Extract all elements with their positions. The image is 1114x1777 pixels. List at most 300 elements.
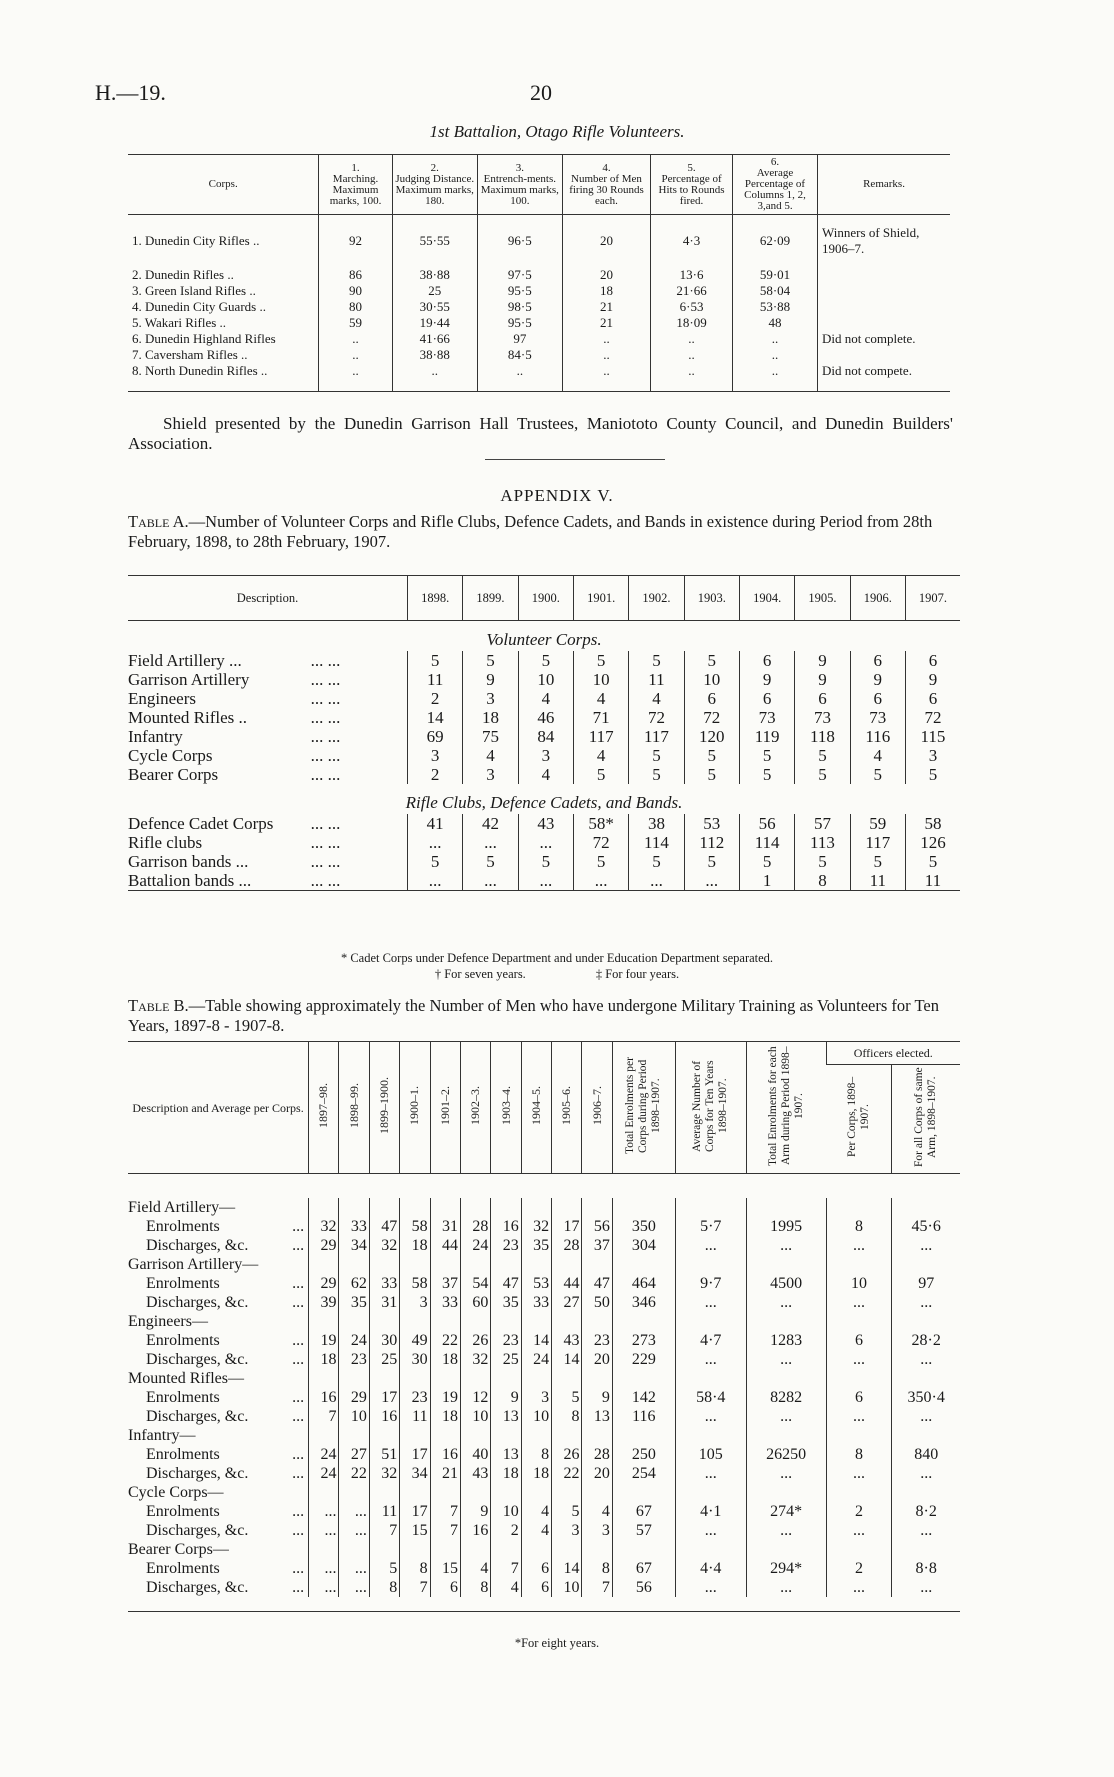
t1-col-label: Average Percentage of Columns 1, 2, 3,and 5. [744, 167, 806, 212]
tB-row-leader: ... [292, 1465, 305, 1482]
tA-cell: 43 [518, 814, 573, 833]
tA-cell: 5 [408, 852, 463, 871]
table-row [128, 1274, 960, 1293]
tB-cell-avg: ... [675, 1293, 746, 1312]
tA-cell: 117 [629, 727, 684, 746]
t1-cell-corps: 8. North Dunedin Rifles .. [132, 363, 268, 378]
tA-year-header: 1903. [684, 576, 739, 621]
tB-cell-total: 116 [612, 1407, 675, 1426]
tB-empty-cell [521, 1483, 551, 1502]
tA-cell: 59 [850, 814, 905, 833]
tB-empty-cell [309, 1426, 339, 1445]
tB-empty-cell [826, 1255, 892, 1274]
tB-cell: 62 [339, 1274, 369, 1293]
tB-cell-per: 6 [826, 1331, 892, 1350]
tB-cell: 6 [521, 1578, 551, 1597]
tB-empty-cell [552, 1369, 582, 1388]
tA-cell: 1 [739, 871, 794, 891]
t1-cell-c2: 19·44 [392, 315, 477, 331]
tA-cell: 5 [739, 765, 794, 784]
tA-cell: 73 [850, 708, 905, 727]
tA-cell: 5 [573, 651, 628, 670]
tB-empty-cell [521, 1369, 551, 1388]
tB-cell: 32 [369, 1464, 399, 1483]
tB-cell-per: 2 [826, 1559, 892, 1578]
tB-row-label [128, 1578, 309, 1597]
tB-empty-cell [521, 1312, 551, 1331]
table-row [128, 1559, 960, 1578]
tB-row-label [128, 1559, 309, 1578]
tA-row-leader: ... ... [310, 871, 341, 890]
t1-cell-corps: 5. Wakari Rifles .. [132, 315, 227, 330]
tB-empty-cell [746, 1483, 826, 1502]
tB-row-leader: ... [292, 1408, 305, 1425]
tB-cell: 33 [521, 1293, 551, 1312]
tA-section-row [128, 621, 960, 652]
tA-cell: 5 [463, 651, 518, 670]
tA-cell: ... [518, 871, 573, 891]
tA-cell: 9 [850, 670, 905, 689]
table-row [128, 1236, 960, 1255]
tB-row-leader: ... [292, 1446, 305, 1463]
tB-cell: 3 [400, 1293, 430, 1312]
tB-cell-total: 229 [612, 1350, 675, 1369]
tB-cell: 14 [552, 1559, 582, 1578]
tB-row-label-text: Enrolments [146, 1503, 220, 1520]
t1-cell-c6: 53·88 [732, 299, 817, 315]
tB-cell-avg: ... [675, 1464, 746, 1483]
t1-col-label: Judging Distance. Maximum marks, 180. [395, 172, 475, 207]
tB-cell: 3 [582, 1521, 612, 1540]
tB-cell: 7 [369, 1521, 399, 1540]
table-row [128, 257, 950, 283]
tB-cell: 28 [460, 1217, 490, 1236]
tB-cell-arm: 294* [746, 1559, 826, 1578]
table-row [128, 852, 960, 871]
tB-empty-cell [430, 1312, 460, 1331]
table-row [128, 1464, 960, 1483]
tB-cell: 25 [369, 1350, 399, 1369]
tB-cell: 58 [400, 1274, 430, 1293]
tA-cell: 5 [739, 746, 794, 765]
tB-cell: 15 [430, 1559, 460, 1578]
tB-cell-total: 67 [612, 1559, 675, 1578]
t1-cell-c3: 96·5 [477, 215, 562, 258]
tB-empty-cell [582, 1483, 612, 1502]
tB-year-header [369, 1042, 399, 1174]
tableB-title: —Table showing approximately the Number of Men who have undergone Military Training as Volunteers for Ten Years, 1897-8 - 1907-8. [128, 996, 939, 1035]
tA-cell: 72 [684, 708, 739, 727]
tA-cell: 117 [850, 833, 905, 852]
tB-cell: 23 [491, 1236, 521, 1255]
tB-cell: 31 [369, 1293, 399, 1312]
tB-cell: 7 [430, 1521, 460, 1540]
tB-cell: 20 [582, 1464, 612, 1483]
tB-year-label: 1905–6. [559, 1086, 574, 1125]
t1-cell-c2: 55·55 [392, 215, 477, 258]
tA-cell: 5 [850, 765, 905, 784]
tA-cell: 5 [573, 852, 628, 871]
tB-empty-cell [339, 1255, 369, 1274]
tB-cell: 7 [582, 1578, 612, 1597]
tA-row-leader: ... ... [310, 765, 341, 784]
tA-cell: 6 [905, 689, 960, 708]
tB-cell: 39 [309, 1293, 339, 1312]
tB-empty-cell [892, 1312, 960, 1331]
tA-cell: 46 [518, 708, 573, 727]
tB-cell: 5 [369, 1559, 399, 1578]
tB-cell-total: 273 [612, 1331, 675, 1350]
tB-empty-cell [612, 1198, 675, 1217]
tB-cell: 3 [552, 1521, 582, 1540]
tB-cell: 17 [552, 1217, 582, 1236]
tB-empty-cell [460, 1255, 490, 1274]
tA-section-title: Rifle Clubs, Defence Cadets, and Bands. [405, 792, 683, 812]
tB-empty-cell [612, 1540, 675, 1559]
tA-cell: 5 [795, 765, 850, 784]
table-row [128, 1521, 960, 1540]
t1-col-header [818, 155, 950, 215]
tA-cell: 5 [850, 852, 905, 871]
tB-cell-all: ... [892, 1578, 960, 1597]
tB-cell: ... [339, 1502, 369, 1521]
tB-empty-cell [309, 1483, 339, 1502]
tB-cell-total: 67 [612, 1502, 675, 1521]
tB-empty-cell [491, 1426, 521, 1445]
t1-cell-c2: 38·88 [392, 257, 477, 283]
tA-cell: 5 [518, 651, 573, 670]
tA-cell: 56 [739, 814, 794, 833]
tB-cell: 32 [369, 1236, 399, 1255]
t1-cell-c3: .. [477, 363, 562, 392]
table1-title: 1st Battalion, Otago Rifle Volunteers. [429, 122, 685, 141]
t1-col-num: 3. [515, 161, 524, 174]
tB-col-all-corps-label: For all Corps of same Arm, 1898–1907. [913, 1067, 939, 1167]
tB-cell: 23 [339, 1350, 369, 1369]
tA-cell: 9 [905, 670, 960, 689]
tB-row-leader: ... [292, 1351, 305, 1368]
tB-cell-avg: 9·7 [675, 1274, 746, 1293]
tB-empty-cell [746, 1426, 826, 1445]
tB-empty-cell [612, 1369, 675, 1388]
tB-cell: 32 [460, 1350, 490, 1369]
t1-cell-c4: 21 [562, 315, 650, 331]
tB-year-label: 1900–1. [407, 1086, 422, 1125]
tableA-footnote-1: * Cadet Corps under Defence Department and under Education Department separated. [340, 951, 774, 965]
tB-col-total-header [612, 1042, 675, 1174]
t1-col-num: 6. [770, 156, 780, 168]
tA-row-label: Battalion bands ... [128, 871, 252, 890]
tB-empty-cell [521, 1426, 551, 1445]
t1-col-header [128, 155, 319, 215]
t1-cell-c2: 38·88 [392, 347, 477, 363]
tA-cell: 75 [463, 727, 518, 746]
tB-cell: 18 [491, 1464, 521, 1483]
t1-col-num: 5. [687, 161, 696, 174]
tB-row-label [128, 1521, 309, 1540]
tB-year-label: 1898–99. [346, 1083, 361, 1128]
tB-cell: 17 [400, 1502, 430, 1521]
tB-empty-cell [582, 1369, 612, 1388]
t1-cell-c4: .. [562, 347, 650, 363]
tB-cell: 8 [582, 1559, 612, 1578]
tB-row-label-text: Discharges, &c. [146, 1465, 249, 1482]
table-row [128, 670, 960, 689]
tA-cell: 5 [629, 651, 684, 670]
tB-cell-per: ... [826, 1350, 892, 1369]
tB-empty-cell [369, 1540, 399, 1559]
tB-empty-cell [400, 1483, 430, 1502]
t1-cell-c3: 97 [477, 331, 562, 347]
tB-cell: 9 [460, 1502, 490, 1521]
tB-row-label [128, 1331, 309, 1350]
t1-cell-c1: .. [319, 347, 392, 363]
tB-cell: 18 [430, 1350, 460, 1369]
tableA-footnote-3: ‡ For four years. [595, 967, 680, 981]
tB-row-leader: ... [292, 1579, 305, 1596]
tB-year-label: 1903–4. [498, 1086, 513, 1125]
tB-empty-cell [582, 1255, 612, 1274]
tB-cell-total: 350 [612, 1217, 675, 1236]
tA-cell: 58* [573, 814, 628, 833]
tB-cell: 33 [369, 1274, 399, 1293]
table-row [128, 765, 960, 784]
table-row [128, 283, 950, 299]
tB-empty-cell [675, 1540, 746, 1559]
table-row [128, 1217, 960, 1236]
tB-year-header [339, 1042, 369, 1174]
tB-cell-all: 28·2 [892, 1331, 960, 1350]
tB-row-leader: ... [292, 1332, 305, 1349]
tB-cell-per: ... [826, 1293, 892, 1312]
t1-cell-c3: 97·5 [477, 257, 562, 283]
tB-cell: 33 [430, 1293, 460, 1312]
tA-year-header: 1905. [795, 576, 850, 621]
tB-empty-cell [400, 1312, 430, 1331]
tB-empty-cell [491, 1198, 521, 1217]
tB-cell-arm: ... [746, 1407, 826, 1426]
tB-empty-cell [675, 1369, 746, 1388]
tB-cell: 40 [460, 1445, 490, 1464]
tA-cell: 57 [795, 814, 850, 833]
tB-cell-total: 304 [612, 1236, 675, 1255]
tB-cell: 54 [460, 1274, 490, 1293]
tA-row-leader: ... ... [310, 746, 341, 765]
tB-col-avg-header [675, 1042, 746, 1174]
tA-row-label: Garrison Artillery [128, 670, 250, 689]
tB-cell-total: 56 [612, 1578, 675, 1597]
tB-row-label-text: Enrolments [146, 1332, 220, 1349]
tA-row-label: Bearer Corps [128, 765, 219, 784]
tB-empty-cell [339, 1369, 369, 1388]
tB-empty-cell [460, 1369, 490, 1388]
table-row [128, 651, 960, 670]
tA-cell: 6 [684, 689, 739, 708]
tB-cell: 16 [430, 1445, 460, 1464]
tB-empty-cell [491, 1540, 521, 1559]
tB-col-total-label: Total Enrolments per Corps during Period 1898–1907. [624, 1057, 663, 1154]
tB-cell: ... [339, 1521, 369, 1540]
tB-cell: 16 [309, 1388, 339, 1407]
tB-empty-cell [826, 1198, 892, 1217]
tB-empty-cell [491, 1369, 521, 1388]
tB-cell-per: ... [826, 1407, 892, 1426]
tA-cell: ... [629, 871, 684, 891]
tB-row-label-text: Enrolments [146, 1218, 220, 1235]
tB-cell: 22 [430, 1331, 460, 1350]
tA-row-leader: ... ... [310, 852, 341, 871]
table-row [128, 727, 960, 746]
table-row [128, 331, 950, 347]
tB-cell: ... [309, 1559, 339, 1578]
tB-cell: 4 [460, 1559, 490, 1578]
tA-cell: 4 [850, 746, 905, 765]
tB-cell-arm: ... [746, 1236, 826, 1255]
tA-cell: ... [573, 871, 628, 891]
t1-cell-c1: .. [319, 331, 392, 347]
tB-empty-cell [675, 1255, 746, 1274]
tB-cell: 5 [552, 1502, 582, 1521]
table-row [128, 215, 950, 258]
t1-cell-c5: 18·09 [651, 315, 733, 331]
t1-cell-c1: 86 [319, 257, 392, 283]
t1-cell-c2: 41·66 [392, 331, 477, 347]
tB-cell: 13 [491, 1407, 521, 1426]
tB-cell-all: ... [892, 1407, 960, 1426]
tB-col-arm-label: Total Enrolments for each Arm during Period 1898–1907. [766, 1045, 805, 1166]
tA-cell: 72 [573, 833, 628, 852]
tB-cell-per: 2 [826, 1502, 892, 1521]
tB-row-label [128, 1502, 309, 1521]
tB-cell: 24 [339, 1331, 369, 1350]
tB-row-label-text: Discharges, &c. [146, 1351, 249, 1368]
tB-cell: 23 [582, 1331, 612, 1350]
tB-cell-avg: 4·1 [675, 1502, 746, 1521]
tB-cell-arm: ... [746, 1293, 826, 1312]
tB-cell: 44 [430, 1236, 460, 1255]
tB-empty-cell [826, 1426, 892, 1445]
t1-cell-c6: .. [732, 363, 817, 392]
tA-cell: 5 [684, 651, 739, 670]
t1-cell-c5: 21·66 [651, 283, 733, 299]
t1-cell-c4: 20 [562, 257, 650, 283]
tB-cell: 51 [369, 1445, 399, 1464]
tB-row-label [128, 1464, 309, 1483]
tB-empty-cell [430, 1426, 460, 1445]
t1-cell-c4: 21 [562, 299, 650, 315]
t1-col-num: 4. [602, 161, 611, 174]
tB-empty-cell [430, 1255, 460, 1274]
tB-cell: 27 [339, 1445, 369, 1464]
tB-empty-cell [430, 1483, 460, 1502]
tA-cell: 11 [629, 670, 684, 689]
tB-empty-cell [491, 1312, 521, 1331]
tB-empty-cell [892, 1540, 960, 1559]
tB-cell: 31 [430, 1217, 460, 1236]
tA-row-label: Rifle clubs [128, 833, 203, 852]
tB-group-name: Engineers— [128, 1313, 208, 1330]
tA-cell: 112 [684, 833, 739, 852]
tB-empty-cell [369, 1198, 399, 1217]
t1-col-label: Corps. [208, 178, 238, 190]
tB-cell: ... [309, 1521, 339, 1540]
tB-empty-cell [746, 1540, 826, 1559]
tA-cell: 4 [463, 746, 518, 765]
tB-empty-cell [675, 1483, 746, 1502]
tA-cell: 53 [684, 814, 739, 833]
tA-year-header: 1899. [463, 576, 518, 621]
tA-cell: 71 [573, 708, 628, 727]
tB-cell: 34 [400, 1464, 430, 1483]
tA-year-header: 1901. [573, 576, 628, 621]
tA-desc-header: Description. [236, 590, 299, 605]
tB-row-label [128, 1407, 309, 1426]
tB-cell: 53 [521, 1274, 551, 1293]
tB-year-header [309, 1042, 339, 1174]
tB-spacer [128, 1174, 960, 1199]
t1-cell-remarks: Did not complete. [818, 331, 950, 347]
tB-row-label [128, 1217, 309, 1236]
tA-cell: 5 [795, 746, 850, 765]
page-reference: H.—19. [95, 80, 166, 105]
tA-cell: 3 [463, 765, 518, 784]
tB-cell-per: 10 [826, 1274, 892, 1293]
tB-empty-cell [892, 1255, 960, 1274]
tA-cell: 5 [905, 852, 960, 871]
tB-cell-all: 97 [892, 1274, 960, 1293]
tB-row-label-text: Discharges, &c. [146, 1237, 249, 1254]
tB-row-leader: ... [292, 1389, 305, 1406]
tA-cell: 11 [408, 670, 463, 689]
tB-row-leader: ... [292, 1275, 305, 1292]
tB-row-label [128, 1350, 309, 1369]
tB-cell-total: 346 [612, 1293, 675, 1312]
tB-cell: 15 [400, 1521, 430, 1540]
tB-col-per-corps-label: Per Corps, 1898–1907. [845, 1076, 871, 1158]
tB-cell-avg: ... [675, 1407, 746, 1426]
table-row [128, 708, 960, 727]
tA-cell: 5 [905, 765, 960, 784]
tA-section-title: Volunteer Corps. [486, 629, 602, 649]
t1-cell-c1: 59 [319, 315, 392, 331]
t1-cell-corps: 6. Dunedin Highland Rifles [132, 331, 276, 346]
tB-cell: 47 [491, 1274, 521, 1293]
tB-cell: 43 [552, 1331, 582, 1350]
tB-cell: 6 [430, 1578, 460, 1597]
t1-cell-remarks [818, 315, 950, 331]
tB-cell: 18 [400, 1236, 430, 1255]
tB-cell: 8 [460, 1578, 490, 1597]
tB-col-arm-header [746, 1042, 826, 1174]
tB-empty-cell [582, 1312, 612, 1331]
tB-row-label-text: Discharges, &c. [146, 1579, 249, 1596]
t1-cell-c1: 90 [319, 283, 392, 299]
tB-row-leader: ... [292, 1503, 305, 1520]
tB-empty-cell [552, 1540, 582, 1559]
tA-cell: 5 [629, 765, 684, 784]
tB-cell-total: 57 [612, 1521, 675, 1540]
tB-year-label: 1899–1900. [377, 1077, 391, 1134]
tA-row-leader: ... ... [310, 670, 341, 689]
tableA-label: Table A. [128, 512, 189, 531]
tB-year-label: 1902–3. [468, 1086, 483, 1125]
t1-cell-c3: 98·5 [477, 299, 562, 315]
tB-year-label: 1904–5. [528, 1086, 543, 1125]
tA-cell: 6 [905, 651, 960, 670]
tB-group-row [128, 1540, 960, 1559]
tB-cell: 47 [369, 1217, 399, 1236]
tA-cell: 3 [463, 689, 518, 708]
